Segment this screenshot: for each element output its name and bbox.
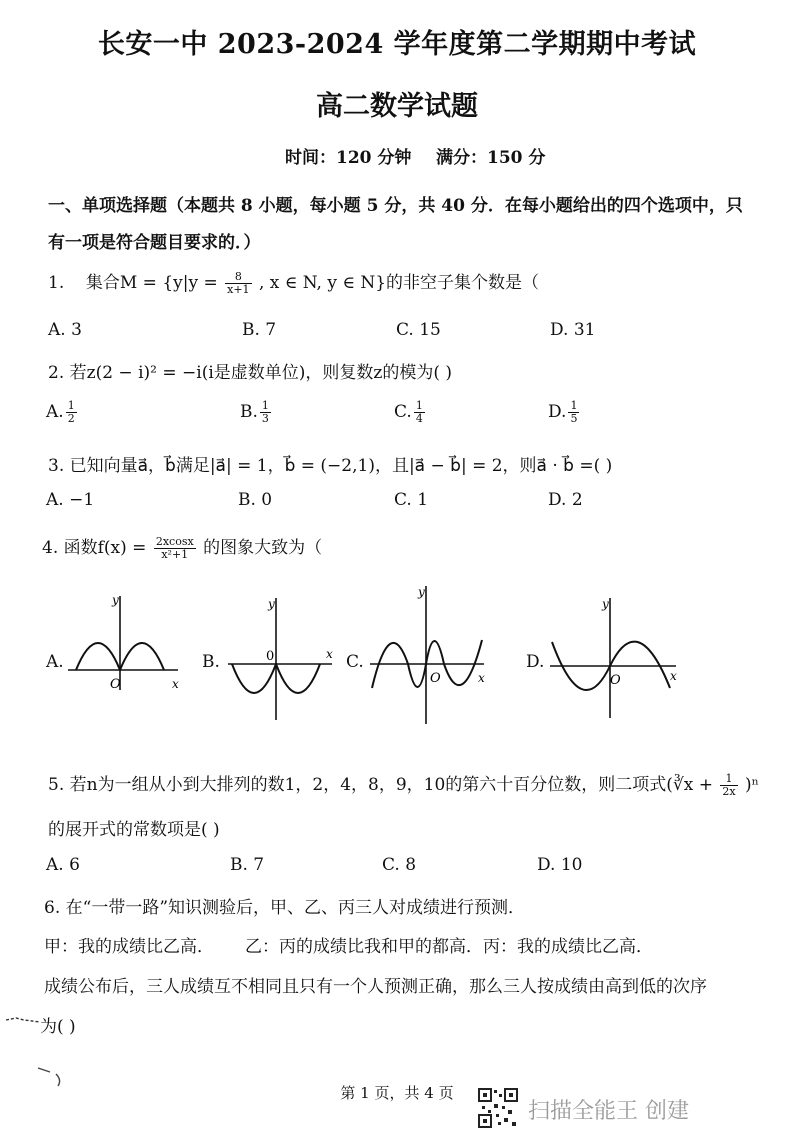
q5-option-c: C. 8: [382, 855, 417, 875]
graph-b: [224, 592, 344, 724]
graph-d-origin: O: [610, 673, 621, 688]
q1-option-b: B. 7: [242, 320, 277, 340]
question-3: 3. 已知向量a⃗，b⃗满足|a⃗| = 1，b⃗ = (−2,1)，且|a⃗ − b⃗| = 2，则a⃗ · b⃗ =( ): [48, 456, 613, 476]
graph-b-y-label: y: [268, 597, 275, 611]
graph-a: [66, 590, 186, 700]
question-6-line4: 为( ): [40, 1017, 76, 1037]
graph-d: [548, 592, 684, 722]
question-5-line2: 的展开式的常数项是( ): [48, 820, 220, 840]
graph-b-origin: 0: [266, 649, 275, 664]
exam-time: 时间：120 分钟: [285, 148, 412, 168]
q1-option-c: C. 15: [396, 320, 441, 340]
q3-option-a: A. −1: [46, 490, 95, 510]
graph-d-y-label: y: [602, 597, 609, 611]
graph-a-label: A.: [46, 652, 64, 672]
q2-option-d: D. $\frac{1}{5}$: [548, 399, 578, 425]
section-heading-line1: 一、单项选择题（本题共 8 小题，每小题 5 分，共 40 分．在每小题给出的四个选项中，只: [48, 196, 743, 216]
exam-title: 长安一中 2023-2024 学年度第二学期期中考试: [97, 29, 697, 60]
q5-option-b: B. 7: [230, 855, 265, 875]
q5-option-d: D. 10: [537, 855, 583, 875]
page-footer: 第 1 页，共 4 页: [340, 1084, 454, 1102]
q3-option-b: B. 0: [238, 490, 273, 510]
scanner-watermark: 扫描全能王 创建: [528, 1099, 689, 1124]
question-5: [48, 770, 759, 798]
graph-c-x-label: x: [478, 671, 485, 685]
q3-option-c: C. 1: [394, 490, 429, 510]
graph-c-label: C.: [346, 652, 364, 672]
q5-fraction: $\frac{1}{2x}$: [722, 772, 736, 798]
q1-post: , x ∈ N, y ∈ N}的非空子集个数是（: [258, 273, 540, 293]
question-2: 2. 若z(2 − i)² = −i(i是虚数单位)，则复数z的模为( ): [48, 363, 453, 383]
q5-post: )ⁿ: [745, 775, 759, 795]
scan-mark: [4, 1012, 44, 1028]
question-6-line2a: 甲：我的成绩比乙高．: [44, 937, 214, 957]
graph-d-x-label: x: [670, 669, 677, 683]
graph-c-origin: O: [430, 671, 441, 686]
graph-b-label: B.: [202, 652, 220, 672]
graph-b-x-label: x: [326, 647, 333, 661]
section-heading-line2: 有一项是符合题目要求的．）: [48, 233, 261, 253]
q4-fraction: $\frac{2xcosx}{\text{x²+1}}$: [155, 535, 194, 561]
q1-fraction: $\frac{8}{x+1}$: [227, 270, 250, 296]
q4-pre: 4. 函数f(x) =: [42, 538, 147, 558]
exam-score: 满分：150 分: [436, 148, 546, 168]
graph-a-x-label: x: [172, 677, 179, 691]
graph-c-y-label: y: [418, 585, 425, 599]
graph-a-origin: O: [110, 677, 121, 692]
q2-option-a: A. $\frac{1}{2}$: [46, 399, 75, 425]
qr-code-icon: [478, 1088, 518, 1128]
q1-option-a: A. 3: [48, 320, 82, 340]
q1-pre: 集合M = {y|y =: [85, 273, 218, 293]
question-6-line2b: 乙：丙的成绩比我和甲的都高．丙：我的成绩比乙高．: [245, 937, 653, 957]
exam-subtitle: 高二数学试题: [316, 91, 478, 122]
question-1: [48, 268, 539, 296]
q1-option-d: D. 31: [550, 320, 596, 340]
question-6-line3: 成绩公布后，三人成绩互不相同且只有一个人预测正确，那么三人按成绩由高到低的次序: [44, 977, 707, 997]
question-4: [42, 533, 322, 561]
graph-d-label: D.: [526, 652, 545, 672]
question-6-line1: 6. 在“一带一路”知识测验后，甲、乙、丙三人对成绩进行预测．: [44, 898, 526, 918]
q2-option-b: B. $\frac{1}{3}$: [240, 399, 269, 425]
q1-number: 1.: [48, 273, 65, 293]
graph-a-y-label: y: [112, 593, 119, 607]
q4-post: 的图象大致为（: [203, 538, 323, 558]
q2-option-c: C. $\frac{1}{4}$: [394, 399, 423, 425]
q3-option-d: D. 2: [548, 490, 583, 510]
graph-c: [368, 578, 492, 728]
q5-pre: 5. 若n为一组从小到大排列的数1，2，4，8，9，10的第六十百分位数，则二项式(∛x +: [48, 775, 713, 795]
q5-option-a: A. 6: [46, 855, 80, 875]
